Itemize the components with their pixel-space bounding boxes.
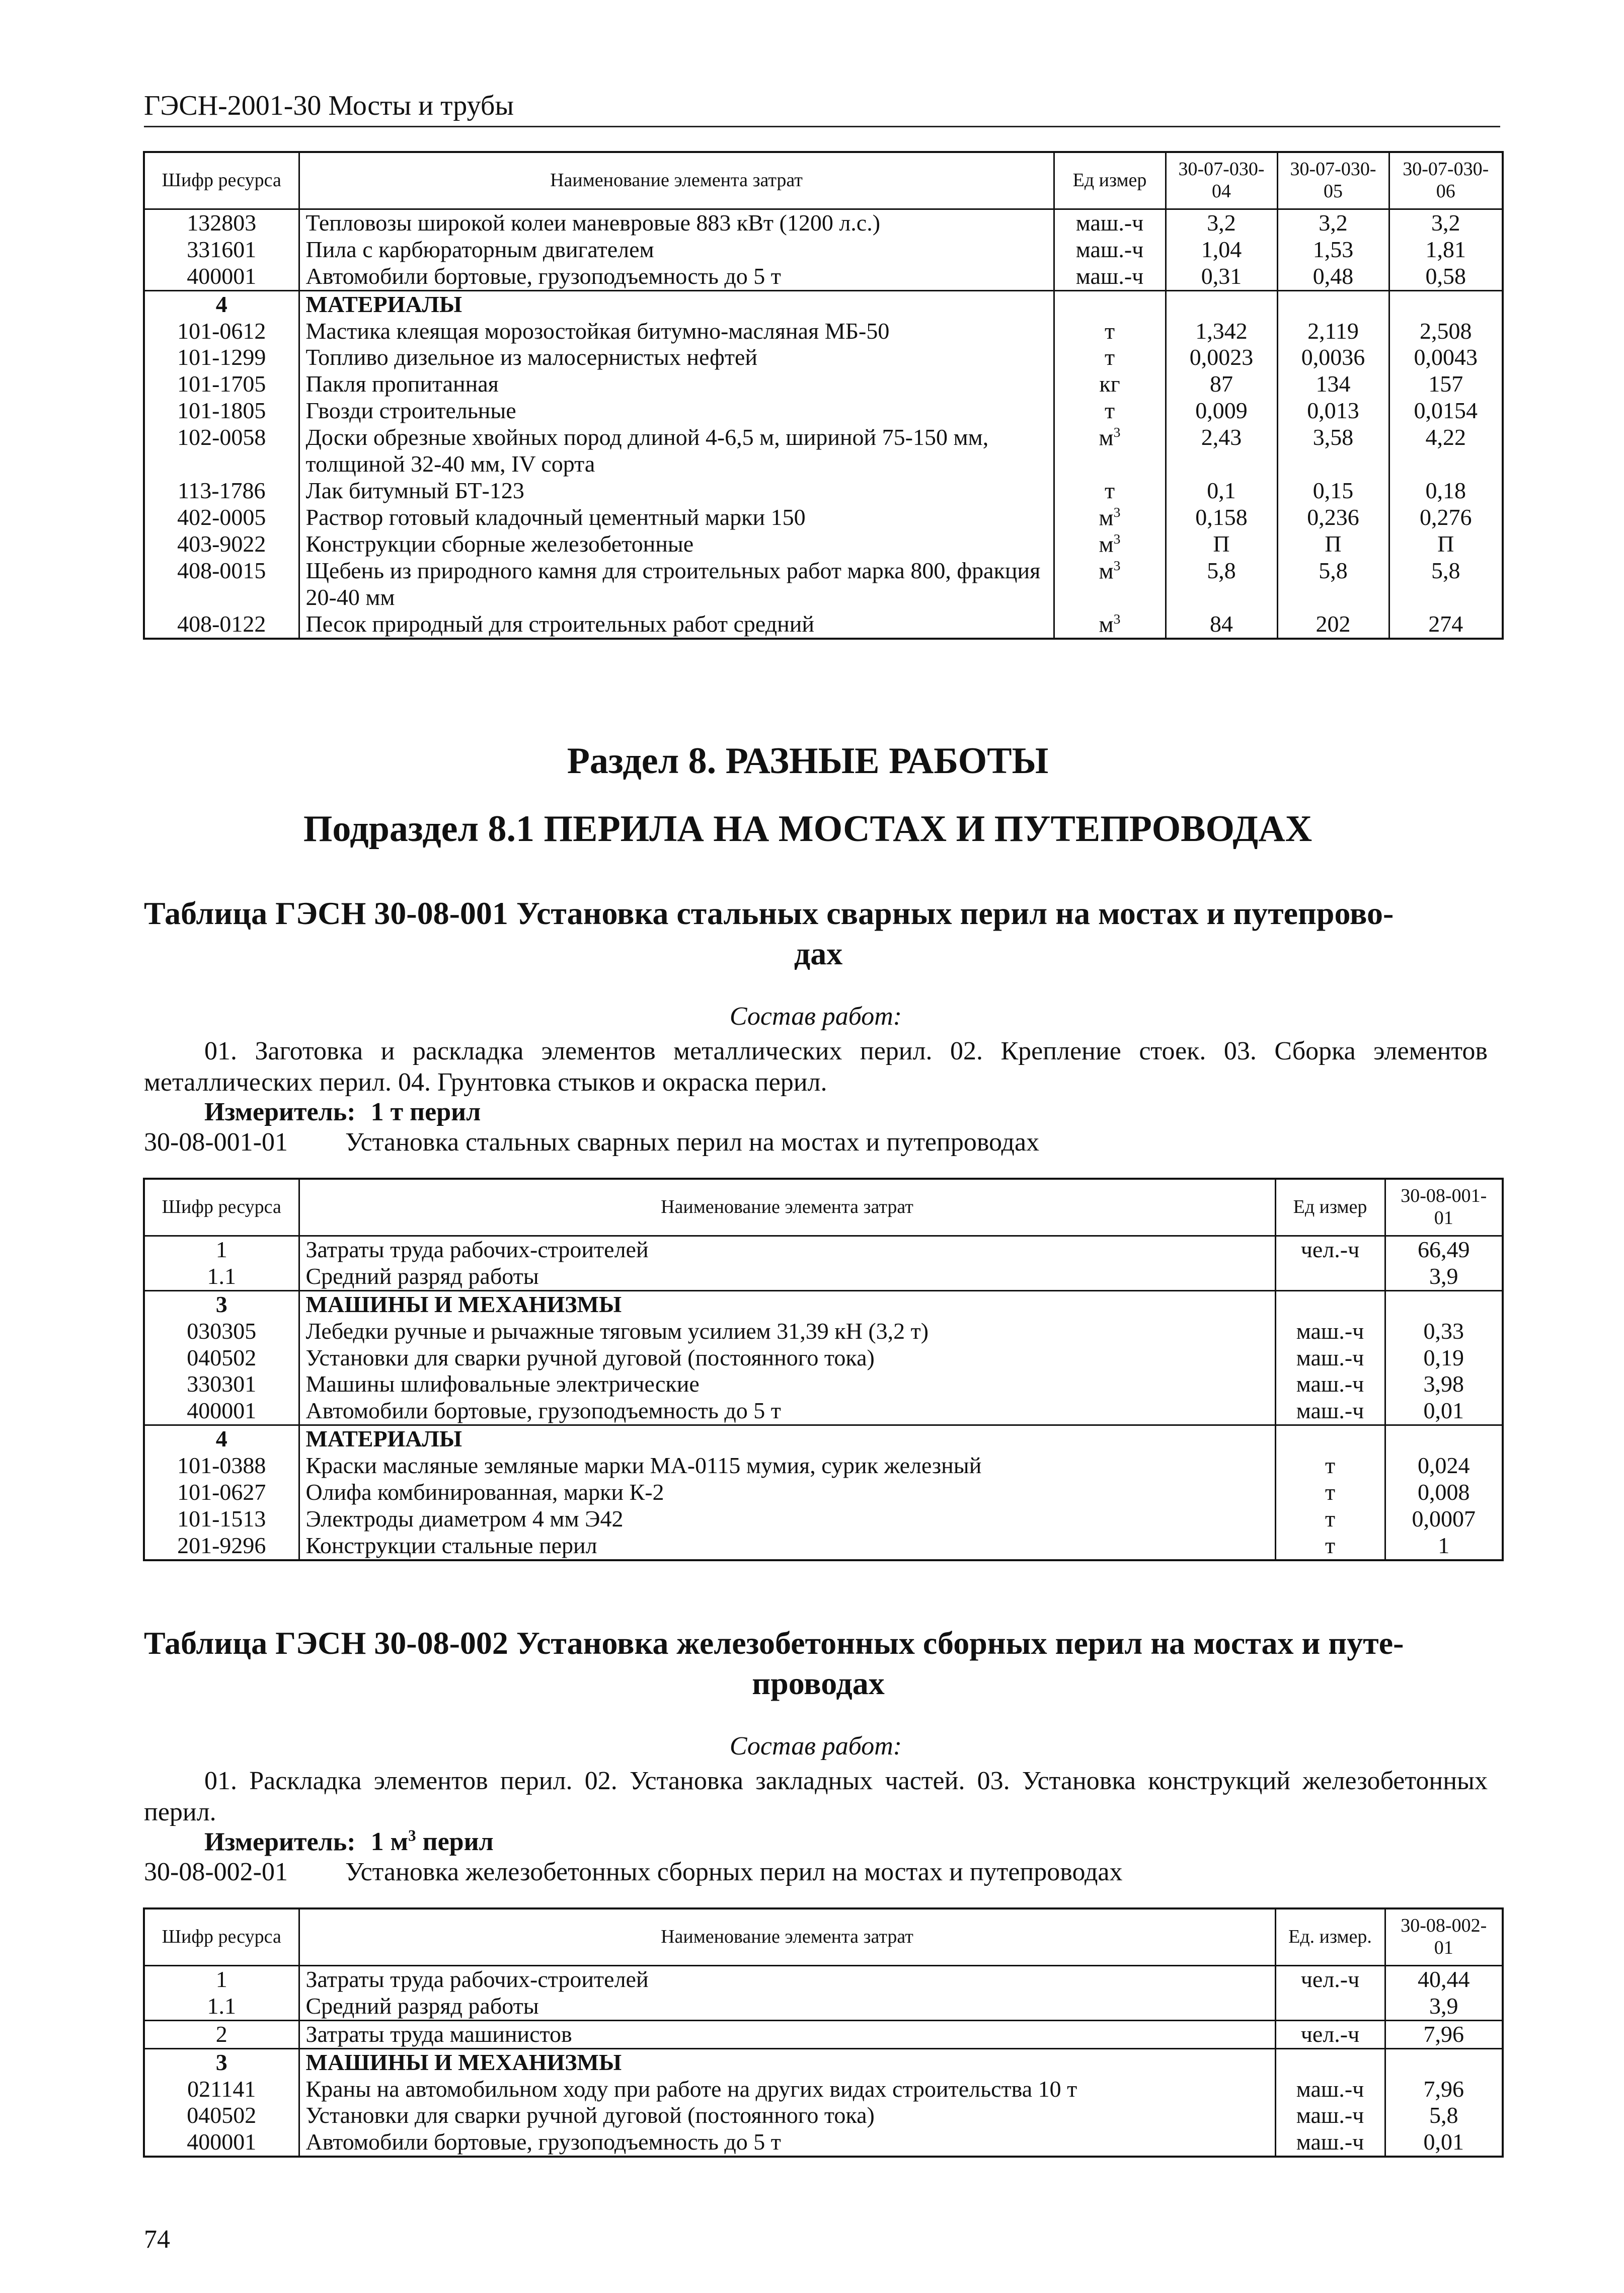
resource-unit: маш.-ч bbox=[1275, 1398, 1385, 1425]
resource-value: 7,96 bbox=[1385, 2076, 1503, 2103]
resource-name: Машины шлифовальные электрические bbox=[299, 1371, 1275, 1398]
resource-unit: маш.-ч bbox=[1275, 2102, 1385, 2129]
resource-name: Конструкции сборные железобетонные bbox=[299, 531, 1054, 558]
resource-name: Лебедки ручные и рычажные тяговым усилием 31,39 кН (3,2 т) bbox=[299, 1318, 1275, 1345]
resource-code: 331601 bbox=[144, 237, 299, 263]
resource-code: 1.1 bbox=[144, 1993, 299, 2020]
resource-code: 408-0015 bbox=[144, 558, 299, 611]
resource-value: 0,0043 bbox=[1389, 344, 1503, 371]
work-composition-text: 01. Раскладка элементов перил. 02. Установка закладных частей. 03. Установка конструкций железобетонных перил. bbox=[144, 1767, 1488, 1826]
resource-unit: маш.-ч bbox=[1275, 1345, 1385, 1371]
table-row bbox=[144, 1398, 1503, 1425]
table-row bbox=[144, 2076, 1503, 2103]
resource-value bbox=[1385, 1425, 1503, 1453]
resource-code: 101-1299 bbox=[144, 344, 299, 371]
page-number: 74 bbox=[144, 2225, 170, 2254]
resource-value: 0,58 bbox=[1389, 263, 1503, 290]
resource-value: 0,0036 bbox=[1277, 344, 1389, 371]
table-row bbox=[144, 1966, 1503, 1993]
table-title-30-08-002 bbox=[144, 1623, 1493, 1704]
norm-description: Установка железобетонных сборных перил на мостах и путепроводах bbox=[345, 1858, 1123, 1886]
resource-unit bbox=[1054, 290, 1166, 318]
table-row bbox=[144, 424, 1503, 478]
resource-name: Средний разряд работы bbox=[299, 1993, 1275, 2020]
resource-name: Раствор готовый кладочный цементный марки 150 bbox=[299, 504, 1054, 531]
resource-value: 5,8 bbox=[1166, 558, 1277, 611]
resource-value: 5,8 bbox=[1277, 558, 1389, 611]
resource-code: 021141 bbox=[144, 2076, 299, 2103]
resource-code: 400001 bbox=[144, 263, 299, 290]
resource-code: 3 bbox=[144, 2048, 299, 2076]
resource-value: 0,158 bbox=[1166, 504, 1277, 531]
resource-name: Автомобили бортовые, грузоподъемность до 5 т bbox=[299, 1398, 1275, 1425]
resource-value: 5,8 bbox=[1389, 558, 1503, 611]
resource-value: 0,0023 bbox=[1166, 344, 1277, 371]
resource-value: 1,81 bbox=[1389, 237, 1503, 263]
resource-value: 87 bbox=[1166, 371, 1277, 398]
section-title: Раздел 8. РАЗНЫЕ РАБОТЫ bbox=[567, 740, 1049, 782]
table-row bbox=[144, 237, 1503, 263]
resource-value: 0,15 bbox=[1277, 478, 1389, 504]
resource-value: 0,236 bbox=[1277, 504, 1389, 531]
resource-value: 0,31 bbox=[1166, 263, 1277, 290]
table-row bbox=[144, 531, 1503, 558]
resource-name: Конструкции стальные перил bbox=[299, 1533, 1275, 1560]
resource-value: 0,276 bbox=[1389, 504, 1503, 531]
table-row bbox=[144, 1290, 1503, 1318]
resource-value: 66,49 bbox=[1385, 1236, 1503, 1263]
resource-value: 202 bbox=[1277, 611, 1389, 639]
table-row bbox=[144, 209, 1503, 237]
table-row bbox=[144, 290, 1503, 318]
resource-name: Затраты труда рабочих-строителей bbox=[299, 1966, 1275, 1993]
resource-unit: кг bbox=[1054, 371, 1166, 398]
norm-code-line bbox=[144, 1857, 1123, 1887]
resource-name: Краски масляные земляные марки МА-0115 мумия, сурик железный bbox=[299, 1453, 1275, 1479]
resource-value: 0,0007 bbox=[1385, 1506, 1503, 1533]
resource-code: 040502 bbox=[144, 1345, 299, 1371]
resource-value: 3,9 bbox=[1385, 1993, 1503, 2020]
resource-unit: $м^3$ bbox=[1054, 504, 1166, 531]
resource-name: Установки для сварки ручной дуговой (постоянного тока) bbox=[299, 2102, 1275, 2129]
resource-code: 101-0612 bbox=[144, 318, 299, 345]
resource-code: 101-0388 bbox=[144, 1453, 299, 1479]
table-row bbox=[144, 478, 1503, 504]
resource-name: Автомобили бортовые, грузоподъемность до 5 т bbox=[299, 2129, 1275, 2157]
resource-value: 134 bbox=[1277, 371, 1389, 398]
table-row bbox=[144, 611, 1503, 639]
resource-name: Средний разряд работы bbox=[299, 1263, 1275, 1290]
resource-unit: маш.-ч bbox=[1275, 2129, 1385, 2157]
table-title-30-08-001 bbox=[144, 893, 1493, 974]
resource-value: 0,024 bbox=[1385, 1453, 1503, 1479]
resource-name: Песок природный для строительных работ средний bbox=[299, 611, 1054, 639]
col-header-30-08-002-01: 30-08-002-01 bbox=[1385, 1908, 1503, 1966]
resource-value: 3,2 bbox=[1166, 209, 1277, 237]
resource-name: Пакля пропитанная bbox=[299, 371, 1054, 398]
col-header-name: Наименование элемента затрат bbox=[299, 1179, 1275, 1236]
resource-unit: т bbox=[1054, 318, 1166, 345]
resource-value: 0,01 bbox=[1385, 2129, 1503, 2157]
resource-code: 1.1 bbox=[144, 1263, 299, 1290]
table-row bbox=[144, 1479, 1503, 1506]
col-header-30-07-030-05: 30-07-030-05 bbox=[1277, 152, 1389, 209]
table-row bbox=[144, 2020, 1503, 2048]
col-header-code: Шифр ресурса bbox=[144, 1179, 299, 1236]
resource-code: 101-1705 bbox=[144, 371, 299, 398]
resource-unit: маш.-ч bbox=[1275, 1318, 1385, 1345]
table-row bbox=[144, 558, 1503, 611]
resource-unit: чел.-ч bbox=[1275, 1966, 1385, 1993]
resource-value: 1,04 bbox=[1166, 237, 1277, 263]
work-composition-label: Состав работ: bbox=[729, 1732, 902, 1761]
resource-value: 3,2 bbox=[1389, 209, 1503, 237]
resource-name: Доски обрезные хвойных пород длиной 4-6,5 м, шириной 75-150 мм, толщиной 32-40 мм, IV сорта bbox=[299, 424, 1054, 478]
table-row bbox=[144, 504, 1503, 531]
resource-code: 400001 bbox=[144, 1398, 299, 1425]
resource-value: 0,01 bbox=[1385, 1398, 1503, 1425]
resource-value: 3,2 bbox=[1277, 209, 1389, 237]
resource-code: 330301 bbox=[144, 1371, 299, 1398]
resource-name: Затраты труда машинистов bbox=[299, 2020, 1275, 2048]
table-row bbox=[144, 1993, 1503, 2020]
measure-value: 1 $м^3$ перил bbox=[370, 1827, 494, 1857]
resource-name: МАШИНЫ И МЕХАНИЗМЫ bbox=[299, 1290, 1275, 1318]
resource-code: 4 bbox=[144, 1425, 299, 1453]
resource-name: МАТЕРИАЛЫ bbox=[299, 1425, 1275, 1453]
resource-name: Краны на автомобильном ходу при работе на других видах строительства 10 т bbox=[299, 2076, 1275, 2103]
resource-code: 201-9296 bbox=[144, 1533, 299, 1560]
resource-unit: чел.-ч bbox=[1275, 1236, 1385, 1263]
resource-table-30-08-002 bbox=[143, 1907, 1504, 2158]
col-header-code: Шифр ресурса bbox=[144, 152, 299, 209]
col-header-unit: Ед измер bbox=[1054, 152, 1166, 209]
resource-name: Гвозди строительные bbox=[299, 398, 1054, 424]
table-row bbox=[144, 1236, 1503, 1263]
resource-value: 0,18 bbox=[1389, 478, 1503, 504]
resource-value: 0,009 bbox=[1166, 398, 1277, 424]
table-row bbox=[144, 371, 1503, 398]
table-row bbox=[144, 2102, 1503, 2129]
table-row bbox=[144, 1506, 1503, 1533]
table-row bbox=[144, 1453, 1503, 1479]
table-row bbox=[144, 263, 1503, 290]
resource-unit bbox=[1275, 2048, 1385, 2076]
resource-unit: т bbox=[1054, 344, 1166, 371]
norm-code-line bbox=[144, 1127, 1039, 1157]
table-row bbox=[144, 2048, 1503, 2076]
resource-value: 3,98 bbox=[1385, 1371, 1503, 1398]
table-row bbox=[144, 2129, 1503, 2157]
table-title-line2: дах bbox=[794, 936, 843, 971]
resource-value: П bbox=[1389, 531, 1503, 558]
table-title-line1: Таблица ГЭСН 30-08-002 Установка железобетонных сборных перил на мостах и путе- bbox=[144, 1625, 1404, 1661]
resource-unit: чел.-ч bbox=[1275, 2020, 1385, 2048]
resource-table-30-08-001 bbox=[143, 1178, 1504, 1561]
resource-name: МАШИНЫ И МЕХАНИЗМЫ bbox=[299, 2048, 1275, 2076]
resource-value: П bbox=[1166, 531, 1277, 558]
resource-unit bbox=[1275, 1993, 1385, 2020]
resource-name: Пила с карбюраторным двигателем bbox=[299, 237, 1054, 263]
resource-value: 0,48 bbox=[1277, 263, 1389, 290]
resource-unit bbox=[1275, 1290, 1385, 1318]
resource-name: Электроды диаметром 4 мм Э42 bbox=[299, 1506, 1275, 1533]
table-row bbox=[144, 1371, 1503, 1398]
resource-code: 1 bbox=[144, 1966, 299, 1993]
resource-unit: маш.-ч bbox=[1275, 2076, 1385, 2103]
resource-unit: т bbox=[1054, 478, 1166, 504]
table-row bbox=[144, 1263, 1503, 1290]
resource-code: 101-1513 bbox=[144, 1506, 299, 1533]
table-row bbox=[144, 344, 1503, 371]
resource-name: Тепловозы широкой колеи маневровые 883 кВт (1200 л.с.) bbox=[299, 209, 1054, 237]
resource-value bbox=[1385, 2048, 1503, 2076]
resource-name: Мастика клеящая морозостойкая битумно-масляная МБ-50 bbox=[299, 318, 1054, 345]
resource-code: 403-9022 bbox=[144, 531, 299, 558]
table-row bbox=[144, 1425, 1503, 1453]
table-row bbox=[144, 318, 1503, 345]
resource-value: 274 bbox=[1389, 611, 1503, 639]
resource-code: 030305 bbox=[144, 1318, 299, 1345]
resource-unit: т bbox=[1054, 398, 1166, 424]
resource-value: 3,58 bbox=[1277, 424, 1389, 478]
resource-unit: т bbox=[1275, 1506, 1385, 1533]
resource-unit: т bbox=[1275, 1453, 1385, 1479]
table-row bbox=[144, 398, 1503, 424]
resource-unit: маш.-ч bbox=[1054, 209, 1166, 237]
norm-code: 30-08-002-01 bbox=[144, 1858, 288, 1886]
resource-code: 3 bbox=[144, 1290, 299, 1318]
resource-code: 1 bbox=[144, 1236, 299, 1263]
resource-unit bbox=[1275, 1425, 1385, 1453]
norm-description: Установка стальных сварных перил на мостах и путепроводах bbox=[345, 1128, 1040, 1157]
resource-code: 408-0122 bbox=[144, 611, 299, 639]
col-header-30-07-030-06: 30-07-030-06 bbox=[1389, 152, 1503, 209]
resource-unit: т bbox=[1275, 1479, 1385, 1506]
resource-value: 2,43 bbox=[1166, 424, 1277, 478]
col-header-code: Шифр ресурса bbox=[144, 1908, 299, 1966]
resource-unit bbox=[1275, 1263, 1385, 1290]
resource-code: 102-0058 bbox=[144, 424, 299, 478]
resource-value: 2,508 bbox=[1389, 318, 1503, 345]
resource-name: Автомобили бортовые, грузоподъемность до 5 т bbox=[299, 263, 1054, 290]
resource-value: 0,19 bbox=[1385, 1345, 1503, 1371]
col-header-unit: Ед. измер. bbox=[1275, 1908, 1385, 1966]
resource-code: 2 bbox=[144, 2020, 299, 2048]
resource-value: 5,8 bbox=[1385, 2102, 1503, 2129]
resource-value: 84 bbox=[1166, 611, 1277, 639]
resource-value: П bbox=[1277, 531, 1389, 558]
resource-unit: т bbox=[1275, 1533, 1385, 1560]
resource-name: Затраты труда рабочих-строителей bbox=[299, 1236, 1275, 1263]
resource-code: 400001 bbox=[144, 2129, 299, 2157]
col-header-unit: Ед измер bbox=[1275, 1179, 1385, 1236]
resource-value bbox=[1277, 290, 1389, 318]
resource-value: 0,0154 bbox=[1389, 398, 1503, 424]
col-header-name: Наименование элемента затрат bbox=[299, 1908, 1275, 1966]
resource-value: 1,342 bbox=[1166, 318, 1277, 345]
resource-value: 7,96 bbox=[1385, 2020, 1503, 2048]
table-title-line1: Таблица ГЭСН 30-08-001 Установка стальных сварных перил на мостах и путепрово- bbox=[144, 895, 1394, 931]
resource-value bbox=[1385, 1290, 1503, 1318]
resource-name: Олифа комбинированная, марки К-2 bbox=[299, 1479, 1275, 1506]
table-row bbox=[144, 1533, 1503, 1560]
resource-value: 2,119 bbox=[1277, 318, 1389, 345]
resource-code: 101-0627 bbox=[144, 1479, 299, 1506]
resource-unit: $м^3$ bbox=[1054, 558, 1166, 611]
resource-value: 4,22 bbox=[1389, 424, 1503, 478]
resource-value: 1,53 bbox=[1277, 237, 1389, 263]
resource-value: 0,33 bbox=[1385, 1318, 1503, 1345]
resource-value: 157 bbox=[1389, 371, 1503, 398]
resource-code: 4 bbox=[144, 290, 299, 318]
measure-line bbox=[204, 1827, 494, 1857]
resource-code: 132803 bbox=[144, 209, 299, 237]
resource-code: 040502 bbox=[144, 2102, 299, 2129]
work-composition-label: Состав работ: bbox=[729, 1002, 902, 1031]
measure-label: Измеритель: bbox=[204, 1098, 356, 1126]
resource-unit: маш.-ч bbox=[1054, 263, 1166, 290]
resource-unit: маш.-ч bbox=[1054, 237, 1166, 263]
resource-value: 40,44 bbox=[1385, 1966, 1503, 1993]
measure-label: Измеритель: bbox=[204, 1827, 356, 1857]
col-header-name: Наименование элемента затрат bbox=[299, 152, 1054, 209]
resource-value: 3,9 bbox=[1385, 1263, 1503, 1290]
resource-name: Топливо дизельное из малосернистых нефтей bbox=[299, 344, 1054, 371]
resource-code: 113-1786 bbox=[144, 478, 299, 504]
resource-unit: $м^3$ bbox=[1054, 424, 1166, 478]
resource-table-30-07-030 bbox=[143, 151, 1504, 640]
col-header-30-07-030-04: 30-07-030-04 bbox=[1166, 152, 1277, 209]
resource-value bbox=[1166, 290, 1277, 318]
table-title-line2: проводах bbox=[752, 1665, 885, 1701]
work-composition-text: 01. Заготовка и раскладка элементов металлических перил. 02. Крепление стоек. 03. Сборка элементов металлических перил. 04. Грунтовка стыков и окраска перил. bbox=[144, 1037, 1488, 1097]
resource-value: 0,1 bbox=[1166, 478, 1277, 504]
table-row bbox=[144, 1345, 1503, 1371]
resource-code: 402-0005 bbox=[144, 504, 299, 531]
resource-name: МАТЕРИАЛЫ bbox=[299, 290, 1054, 318]
resource-code: 101-1805 bbox=[144, 398, 299, 424]
col-header-30-08-001-01: 30-08-001-01 bbox=[1385, 1179, 1503, 1236]
resource-unit: $м^3$ bbox=[1054, 611, 1166, 639]
page-header: ГЭСН-2001-30 Мосты и трубы bbox=[144, 90, 1500, 127]
subsection-title: Подраздел 8.1 ПЕРИЛА НА МОСТАХ И ПУТЕПРОВОДАХ bbox=[303, 808, 1312, 850]
resource-name: Установки для сварки ручной дуговой (постоянного тока) bbox=[299, 1345, 1275, 1371]
table-row bbox=[144, 1318, 1503, 1345]
measure-line bbox=[204, 1097, 481, 1127]
resource-unit: маш.-ч bbox=[1275, 1371, 1385, 1398]
resource-value: 1 bbox=[1385, 1533, 1503, 1560]
resource-name: Лак битумный БТ-123 bbox=[299, 478, 1054, 504]
resource-unit: $м^3$ bbox=[1054, 531, 1166, 558]
resource-value: 0,013 bbox=[1277, 398, 1389, 424]
norm-code: 30-08-001-01 bbox=[144, 1128, 288, 1157]
resource-value: 0,008 bbox=[1385, 1479, 1503, 1506]
resource-value bbox=[1389, 290, 1503, 318]
resource-name: Щебень из природного камня для строительных работ марка 800, фракция 20-40 мм bbox=[299, 558, 1054, 611]
measure-value: 1 т перил bbox=[370, 1098, 481, 1126]
